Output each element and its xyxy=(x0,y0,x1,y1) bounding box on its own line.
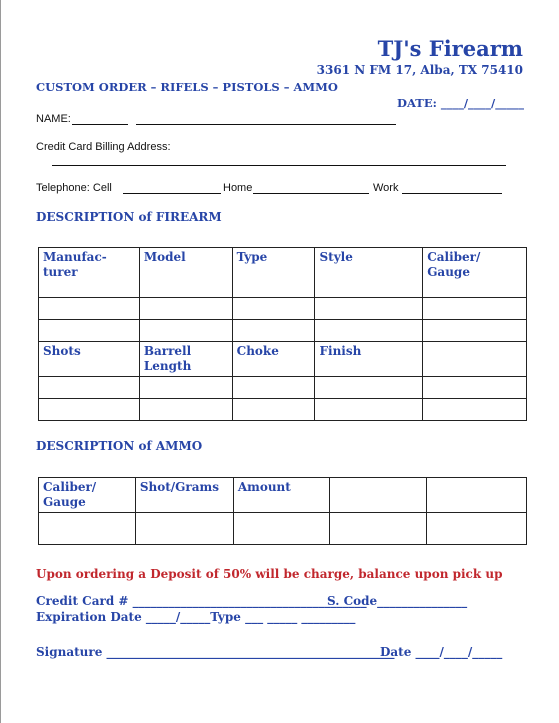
firearm-cell[interactable] xyxy=(423,399,527,421)
firearm-col-style: Style xyxy=(315,248,423,298)
firearm-cell[interactable] xyxy=(232,298,315,320)
firearm-col-shots: Shots xyxy=(39,342,140,377)
ammo-col-caliber: Caliber/ Gauge xyxy=(39,478,136,513)
ammo-col-empty xyxy=(427,478,527,513)
ammo-entry-row[interactable] xyxy=(39,513,527,545)
ammo-table xyxy=(38,477,527,545)
firearm-cell[interactable] xyxy=(232,399,315,421)
firearm-cell[interactable] xyxy=(423,377,527,399)
firearm-cell[interactable] xyxy=(315,377,423,399)
firearm-col-choke: Choke xyxy=(232,342,315,377)
firearm-entry-row[interactable] xyxy=(39,298,527,320)
ammo-header-row xyxy=(39,478,527,513)
firearm-cell[interactable] xyxy=(139,399,232,421)
phone-work-label: Work xyxy=(373,182,399,194)
firearm-col-empty xyxy=(423,342,527,377)
ammo-col-empty xyxy=(329,478,427,513)
firearm-header-row-2 xyxy=(39,342,527,377)
firearm-cell[interactable] xyxy=(423,298,527,320)
name-field[interactable] xyxy=(136,124,396,125)
billing-label: Credit Card Billing Address: xyxy=(36,141,171,153)
firearm-cell[interactable] xyxy=(39,399,140,421)
deposit-note: Upon ordering a Deposit of 50% will be charge, balance upon pick up xyxy=(36,567,503,581)
firearm-cell[interactable] xyxy=(139,320,232,342)
firearm-col-type: Type xyxy=(232,248,315,298)
page-edge xyxy=(0,0,1,723)
ammo-heading: DESCRIPTION of AMMO xyxy=(36,439,203,453)
security-code-field[interactable]: S. Code_______________ xyxy=(327,594,468,608)
ammo-cell[interactable] xyxy=(233,513,329,545)
phone-cell-field[interactable] xyxy=(123,193,221,194)
firearm-cell[interactable] xyxy=(315,298,423,320)
date-field[interactable]: DATE: ____/____/_____ xyxy=(397,96,524,110)
name-label: NAME: xyxy=(36,113,71,125)
firearm-cell[interactable] xyxy=(39,377,140,399)
ammo-col-shot-grams: Shot/Grams xyxy=(135,478,233,513)
signature-field[interactable]: Signature ________________________________________________ xyxy=(36,645,395,659)
firearm-cell[interactable] xyxy=(315,320,423,342)
firearm-header-row-1 xyxy=(39,248,527,298)
firearm-col-finish: Finish xyxy=(315,342,423,377)
firearm-entry-row[interactable] xyxy=(39,399,527,421)
ammo-col-amount: Amount xyxy=(233,478,329,513)
billing-address-field[interactable] xyxy=(52,165,506,166)
firearm-heading: DESCRIPTION of FIREARM xyxy=(36,210,222,224)
credit-card-field[interactable]: Credit Card # _______________________________________ xyxy=(36,594,367,608)
firearm-entry-row[interactable] xyxy=(39,320,527,342)
company-name: TJ's Firearm xyxy=(377,36,523,61)
phone-work-field[interactable] xyxy=(402,193,502,194)
company-address: 3361 N FM 17, Alba, TX 75410 xyxy=(316,63,523,77)
firearm-cell[interactable] xyxy=(232,320,315,342)
firearm-cell[interactable] xyxy=(139,298,232,320)
name-field-short[interactable] xyxy=(72,124,128,125)
firearm-cell[interactable] xyxy=(39,320,140,342)
expiration-field[interactable]: Expiration Date _____/_____Type ___ _____ _________ xyxy=(36,610,356,624)
firearm-col-barrel-length: Barrell Length xyxy=(139,342,232,377)
phone-cell-label: Telephone: Cell xyxy=(36,182,112,194)
phone-home-label: Home xyxy=(223,182,253,194)
firearm-cell[interactable] xyxy=(232,377,315,399)
phone-home-field[interactable] xyxy=(253,193,369,194)
firearm-entry-row[interactable] xyxy=(39,377,527,399)
ammo-cell[interactable] xyxy=(39,513,136,545)
order-subtitle: CUSTOM ORDER – RIFELS – PISTOLS – AMMO xyxy=(36,80,338,94)
firearm-cell[interactable] xyxy=(423,320,527,342)
ammo-cell[interactable] xyxy=(427,513,527,545)
firearm-table xyxy=(38,247,527,421)
firearm-col-manufacturer: Manufac- turer xyxy=(39,248,140,298)
firearm-cell[interactable] xyxy=(315,399,423,421)
firearm-col-caliber: Caliber/ Gauge xyxy=(423,248,527,298)
firearm-col-model: Model xyxy=(139,248,232,298)
ammo-cell[interactable] xyxy=(135,513,233,545)
ammo-cell[interactable] xyxy=(329,513,427,545)
firearm-cell[interactable] xyxy=(39,298,140,320)
firearm-cell[interactable] xyxy=(139,377,232,399)
signature-date-field[interactable]: Date ____/____/_____ xyxy=(380,645,503,659)
